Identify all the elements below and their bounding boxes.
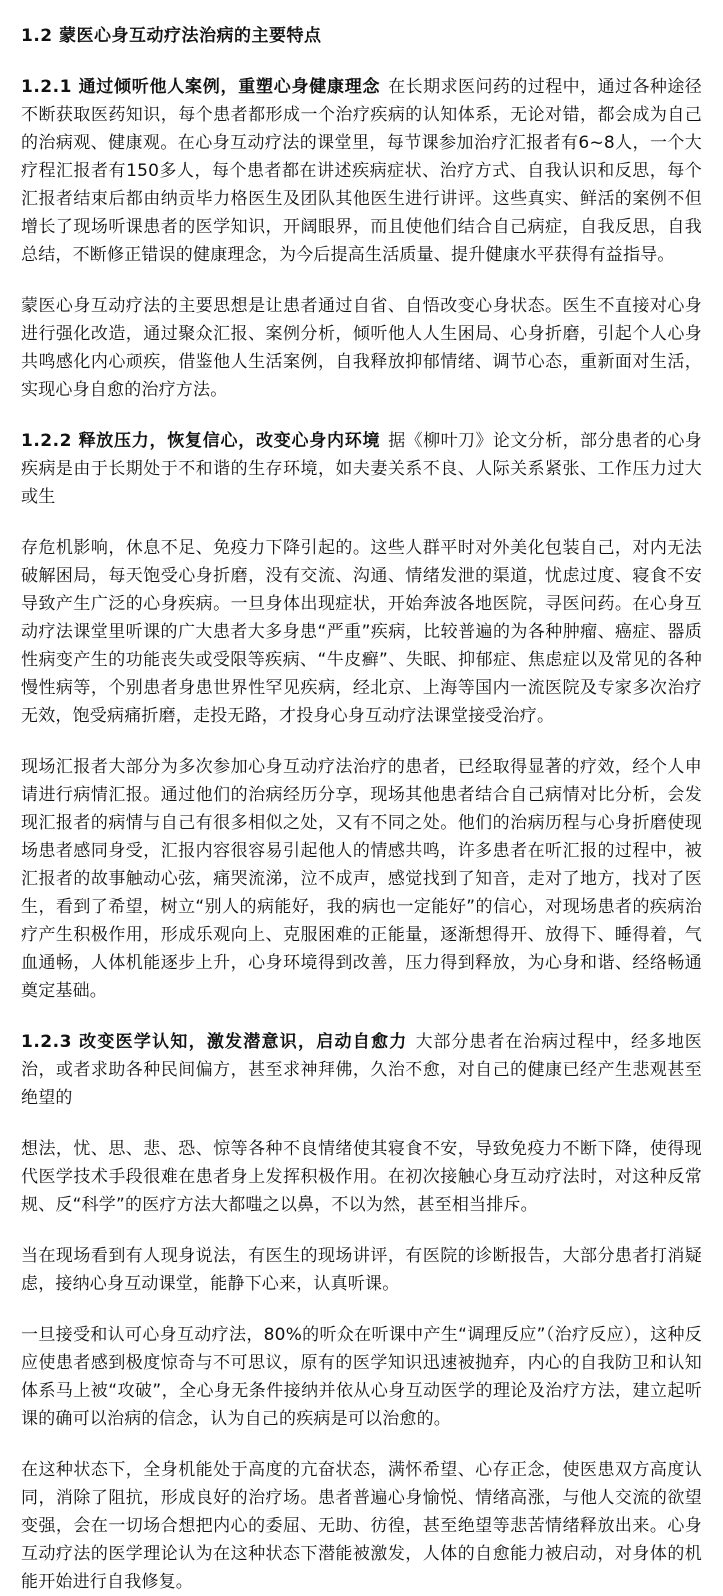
paragraph-text: 据《柳叶刀》论文分析，部分患者的心身疾病是由于长期处于不和谐的生存环境，如夫妻关系不良、人际关系紧张、工作压力过大或生 [21,431,702,507]
paragraph-text: 现场汇报者大部分为多次参加心身互动疗法治疗的患者，已经取得显著的疗效，经个人申请进行病情汇报。通过他们的治病经历分享，现场其他患者结合自己病情对比分析，会发现汇报者的病情与自己有很多相似之处，又有不同之处。他们的治病历程与心身折磨使现场患者感同身受，汇报内容很容易引起他人的情感共鸣，许多患者在听汇报的过程中，被汇报者的故事触动心弦，痛哭流涕，泣不成声，感觉找到了知音，走对了地方，找对了医生，看到了希望，树立“别人的病能好，我的病也一定能好”的信心，对现场患者的疾病治疗产生积极作用，形成乐观向上、克服困难的正能量，逐渐想得开、放得下、睡得着，气血通畅，人体机能逐步上升，心身环境得到改善，压力得到释放，为心身和谐、经络畅通奠定基础。 [21,757,702,1001]
paragraph-text: 一旦接受和认可心身互动疗法，80%的听众在听课中产生“调理反应”（治疗反应），这种反应使患者感到极度惊奇与不可思议，原有的医学知识迅速被抛弃，内心的自我防卫和认知体系马上被“攻破”，全心身无条件接纳并依从心身互动医学的理论及治疗方法，建立起听课的确可以治病的信念，认为自己的疾病是可以治愈的。 [21,1325,702,1429]
paragraph-text: 存危机影响，休息不足、免疫力下降引起的。这些人群平时对外美化包装自己，对内无法破解困局，每天饱受心身折磨，没有交流、沟通、情绪发泄的渠道，忧虑过度、寝食不安导致产生广泛的心身疾病。一旦身体出现症状，开始奔波各地医院，寻医问药。在心身互动疗法课堂里听课的广大患者大多身患“严重”疾病，比较普遍的为各种肿瘤、癌症、器质性病变产生的功能丧失或受限等疾病、“牛皮癣”、失眠、抑郁症、焦虑症以及常见的各种慢性病等，个别患者身患世界性罕见疾病，经北京、上海等国内一流医院及专家多次治疗无效，饱受病痛折磨，走投无路，才投身心身互动疗法课堂接受治疗。 [21,538,702,726]
paragraph-conditioning-reaction [21,1321,702,1433]
paragraph-main-idea [21,292,702,404]
subsection-heading-1-2-3: 1.2.3 改变医学认知，激发潜意识，启动自愈力 [21,1032,408,1052]
paragraph-survival-crisis [21,534,702,730]
paragraph-text: 当在现场看到有人现身说法，有医生的现场讲评，有医院的诊断报告，大部分患者打消疑虑，接纳心身互动课堂，能静下心来，认真听课。 [21,1246,702,1294]
section-heading: 1.2 蒙医心身互动疗法治病的主要特点 [21,26,322,46]
paragraph-negative-emotions [21,1135,702,1219]
subsection-heading-1-2-2: 1.2.2 释放压力，恢复信心，改变心身内环境 [21,431,381,451]
paragraph-text: 在长期求医问药的过程中，通过各种途径不断获取医药知识，每个患者都形成一个治疗疾病的认知体系，无论对错，都会成为自己的治病观、健康观。在心身互动疗法的课堂里，每节课参加治疗汇报者有6~8人，一个大疗程汇报者有150多人，每个患者都在讲述疾病症状、治疗方式、自我认识和反思，每个汇报者结束后都由纳贡毕力格医生及团队其他医生进行讲评。这些真实、鲜活的案例不但增长了现场听课患者的医学知识，开阔眼界，而且使他们结合自己病症，自我反思，自我总结，不断修正错误的健康理念，为今后提高生活质量、提升健康水平获得有益指导。 [21,77,702,265]
paragraph-text: 想法，忧、思、悲、恐、惊等各种不良情绪使其寝食不安，导致免疫力不断下降，使得现代医学技术手段很难在患者身上发挥积极作用。在初次接触心身互动疗法时，对这种反常规、反“科学”的医疗方法大都嗤之以鼻，不以为然，甚至相当排斥。 [21,1139,702,1215]
subsection-heading-1-2-1: 1.2.1 通过倾听他人案例，重塑心身健康理念 [21,77,381,97]
paragraph-text: 蒙医心身互动疗法的主要思想是让患者通过自省、自悟改变心身状态。医生不直接对心身进行强化改造，通过聚众汇报、案例分析，倾听他人人生困局、心身折磨，引起个人心身共鸣感化内心顽疾，借鉴他人生活案例，自我释放抑郁情绪、调节心态，重新面对生活，实现心身自愈的治疗方法。 [21,296,702,400]
paragraph-text: 在这种状态下，全身机能处于高度的亢奋状态，满怀希望、心存正念，使医患双方高度认同，消除了阻抗，形成良好的治疗场。患者普遍心身愉悦、情绪高涨，与他人交流的欲望变强，会在一切场合想把内心的委屈、无助、彷徨，甚至绝望等悲苦情绪释放出来。心身互动疗法的医学理论认为在这种状态下潜能被激发，人体的自愈能力被启动，对身体的机能开始进行自我修复。 [21,1460,702,1592]
paragraph-onsite-testimony [21,1242,702,1298]
paragraph-self-healing [21,1456,702,1596]
paragraph-1-2-3 [21,1028,702,1112]
paragraph-reporters [21,753,702,1005]
paragraph-text: 大部分患者在治病过程中，经多地医治，或者求助各种民间偏方，甚至求神拜佛，久治不愈，对自己的健康已经产生悲观甚至绝望的 [21,1032,702,1108]
paragraph-1-2-1 [21,73,702,269]
paragraph-1-2-2 [21,427,702,511]
